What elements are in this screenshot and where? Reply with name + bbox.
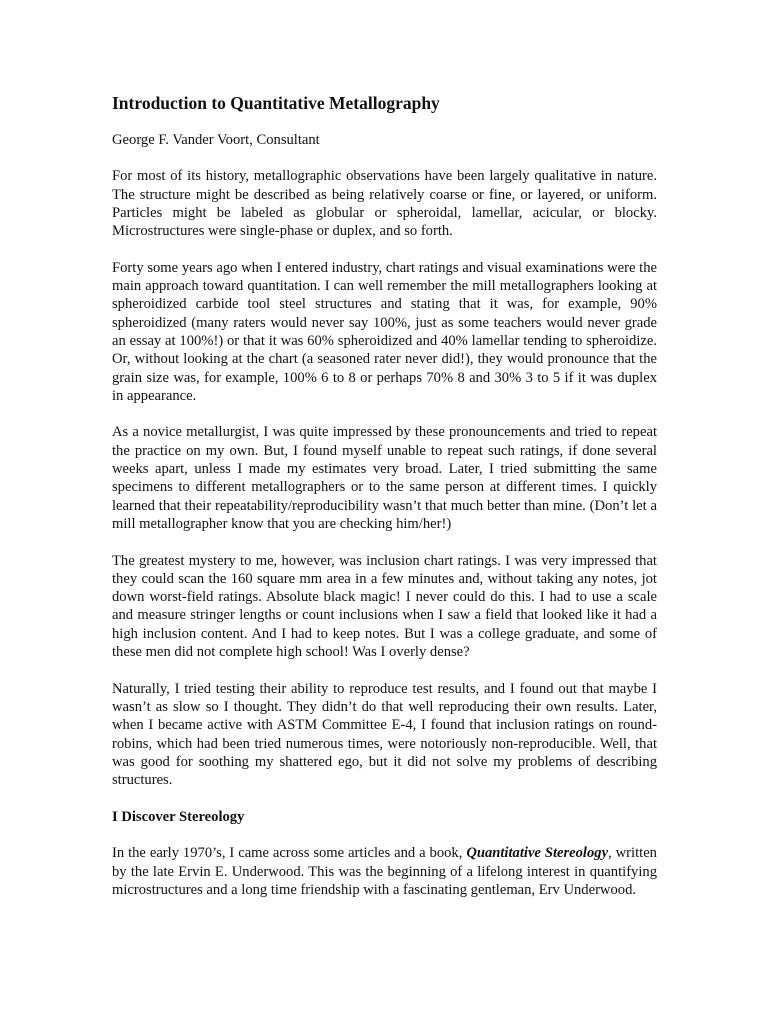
author-line: George F. Vander Voort, Consultant bbox=[112, 132, 320, 148]
paragraph-2: Forty some years ago when I entered industry, chart ratings and visual examinations were the main approach toward quantitation. I can well remember the mill metallographers looking at spheroidized carbide tool steel structures and stating that it was, for example, 90% spheroidized (many raters would never say 100%, just as some teachers would never grade an essay at 100%!) or that it was 60% spheroidized and 40% lamellar tending to spheroidize. Or, without looking at the chart (a seasoned rater never did!), they would pronounce that the grain size was, for example, 100% 6 to 8 or perhaps 70% 8 and 30% 3 to 5 if it was duplex in appearance. bbox=[112, 259, 657, 404]
paragraph-6 bbox=[112, 844, 657, 899]
book-title: Quantitative Stereology bbox=[466, 845, 609, 862]
paragraph-6-intro: In the early 1970’s, I came across some articles and a book, bbox=[112, 845, 467, 862]
paragraph-3: As a novice metallurgist, I was quite impressed by these pronouncements and tried to repeat the practice on my own. But, I found myself unable to repeat such ratings, if done several weeks apart, unless I made my estimates very broad. Later, I tried submitting the same specimens to different metallographers or to the same person at different times. I quickly learned that their repeatability/reproducibility wasn’t that much better than mine. (Don’t let a mill metallographer know that you are checking him/her!) bbox=[112, 424, 657, 532]
document-title: Introduction to Quantitative Metallography bbox=[112, 93, 440, 113]
paragraph-6-rest: , written by the late Ervin E. Underwood. This was the beginning of a lifelong interest in quantifying microstructures and a long time friendship with a fascinating gentleman, Erv Underwood. bbox=[112, 845, 657, 898]
section-heading: I Discover Stereology bbox=[112, 808, 245, 825]
paragraph-1: For most of its history, metallographic observations have been largely qualitative in nature. The structure might be described as being relatively coarse or fine, or layered, or uniform. Particles might be labeled as globular or spheroidal, lamellar, acicular, or blocky. Microstructures were single-phase or duplex, and so forth. bbox=[112, 168, 657, 240]
document-page bbox=[112, 92, 657, 917]
paragraph-4: The greatest mystery to me, however, was inclusion chart ratings. I was very impressed that they could scan the 160 square mm area in a few minutes and, without taking any notes, jot down worst-field ratings. Absolute black magic! I never could do this. I had to use a scale and measure stringer lengths or count inclusions when I saw a field that looked like it had a high inclusion content. And I had to keep notes. But I was a college graduate, and some of these men did not complete high school! Was I overly dense? bbox=[112, 552, 657, 661]
paragraph-5: Naturally, I tried testing their ability to reproduce test results, and I found out that maybe I wasn’t as slow so I thought. They didn’t do that well reproducing their own results. Later, when I became active with ASTM Committee E-4, I found that inclusion ratings on round-robins, which had been tried numerous times, were notoriously non-reproducible. Well, that was good for soothing my shattered ego, but it did not solve my problems of describing structures. bbox=[112, 680, 657, 789]
